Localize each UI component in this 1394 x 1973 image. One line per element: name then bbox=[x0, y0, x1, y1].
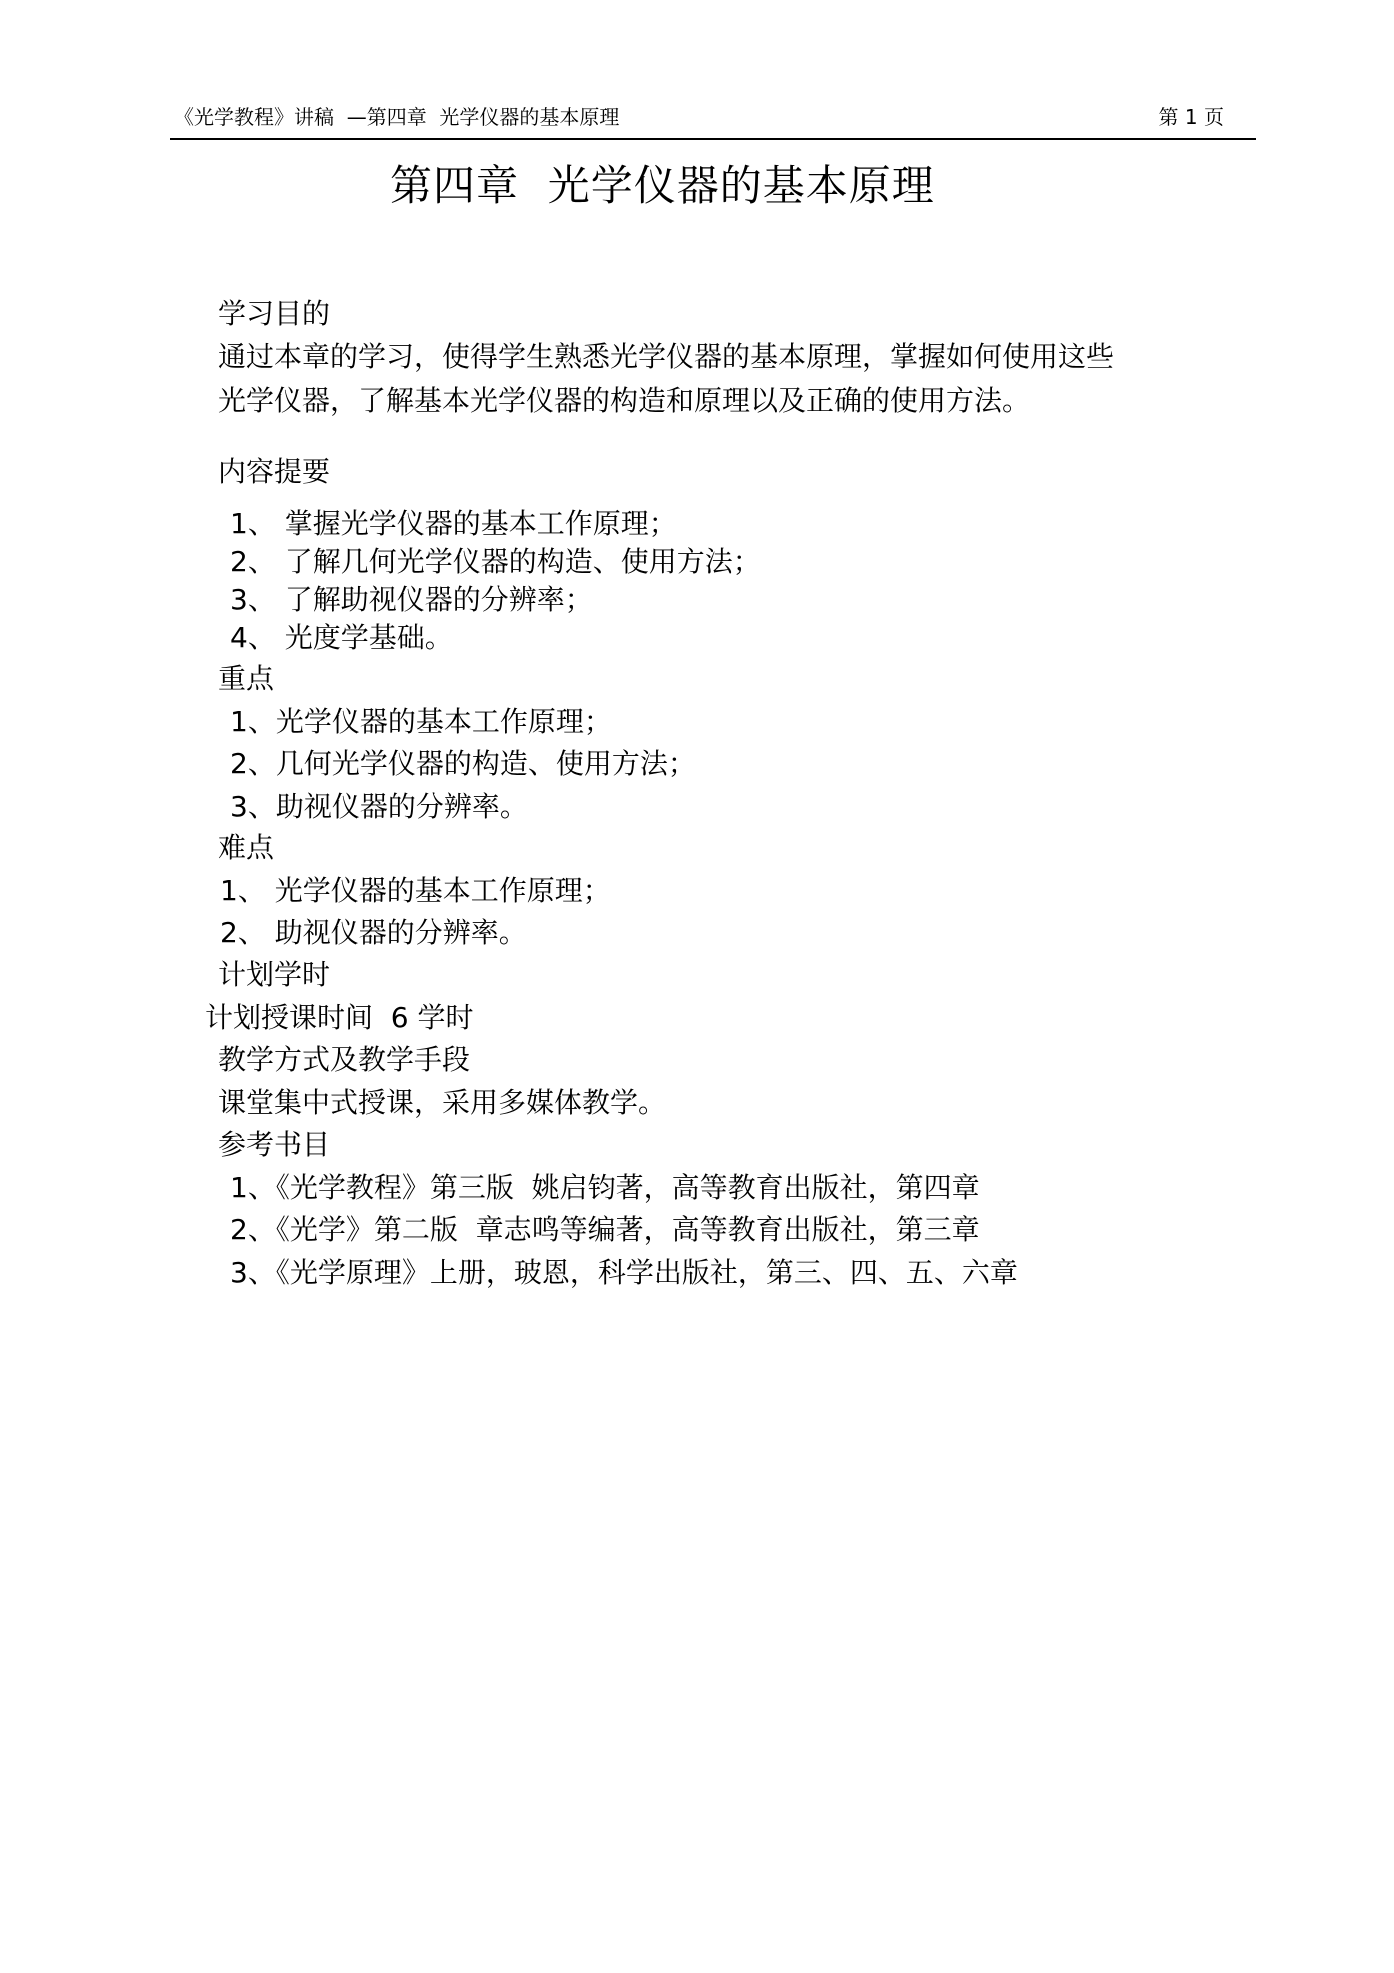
method-text: 课堂集中式授课，采用多媒体教学。 bbox=[218, 1086, 667, 1119]
key-point-item-1: 1、光学仪器的基本工作原理； bbox=[230, 705, 612, 738]
summary-item-4: 4、 光度学基础。 bbox=[230, 621, 453, 654]
key-point-item-2: 2、几何光学仪器的构造、使用方法； bbox=[230, 747, 696, 780]
difficulty-item-1: 1、 光学仪器的基本工作原理； bbox=[220, 874, 611, 907]
difficulty-item-2: 2、 助视仪器的分辨率。 bbox=[220, 916, 527, 949]
difficulties-heading: 难点 bbox=[218, 831, 275, 864]
summary-heading: 内容提要 bbox=[218, 455, 331, 488]
summary-item-1: 1、 掌握光学仪器的基本工作原理； bbox=[230, 507, 677, 540]
key-point-item-3: 3、助视仪器的分辨率。 bbox=[230, 790, 528, 823]
header-divider bbox=[170, 138, 1256, 140]
objective-heading: 学习目的 bbox=[218, 297, 331, 330]
references-heading: 参考书目 bbox=[218, 1128, 331, 1161]
chapter-title: 第四章 光学仪器的基本原理 bbox=[390, 161, 935, 210]
key-points-heading: 重点 bbox=[218, 662, 275, 695]
summary-item-3: 3、 了解助视仪器的分辨率； bbox=[230, 583, 593, 616]
summary-item-2: 2、 了解几何光学仪器的构造、使用方法； bbox=[230, 545, 761, 578]
objective-line-1: 通过本章的学习，使得学生熟悉光学仪器的基本原理，掌握如何使用这些 bbox=[218, 340, 1115, 373]
reference-item-1: 1、《光学教程》第三版 姚启钧著，高等教育出版社，第四章 bbox=[230, 1171, 980, 1204]
reference-item-2: 2、《光学》第二版 章志鸣等编著，高等教育出版社，第三章 bbox=[230, 1213, 980, 1246]
schedule-heading: 计划学时 bbox=[218, 958, 331, 991]
header-page-number: 第 1 页 bbox=[1158, 105, 1224, 129]
method-heading: 教学方式及教学手段 bbox=[218, 1043, 471, 1076]
objective-line-2: 光学仪器，了解基本光学仪器的构造和原理以及正确的使用方法。 bbox=[218, 384, 1031, 417]
reference-item-3: 3、《光学原理》上册，玻恩，科学出版社，第三、四、五、六章 bbox=[230, 1256, 1018, 1289]
header-course-title: 《光学教程》讲稿 —第四章 光学仪器的基本原理 bbox=[174, 105, 620, 129]
schedule-text: 计划授课时间 6 学时 bbox=[205, 1001, 474, 1034]
